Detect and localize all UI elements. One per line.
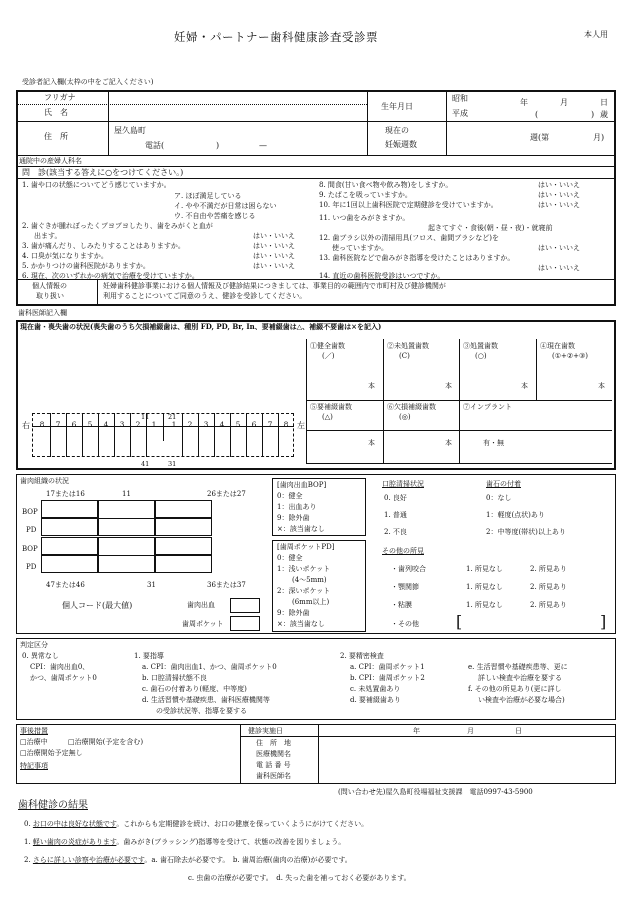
exam-day: 日 xyxy=(515,727,522,735)
q10: 10. 年に1回以上歯科医院で定期健診を受けていますか。 xyxy=(319,201,498,209)
q14: 14. 直近の歯科医院受診はいつですか。 xyxy=(319,272,445,280)
clean-0[interactable]: 0. 良好 xyxy=(384,494,407,502)
gum-cell[interactable] xyxy=(41,537,98,555)
bop-legend-line: 9：除外歯 xyxy=(277,514,310,522)
count-unit[interactable]: 本 xyxy=(521,382,528,390)
right-label: 右 xyxy=(22,421,30,430)
other-label: ・歯列咬合 xyxy=(391,565,426,573)
era-showa: 昭和 xyxy=(452,94,468,103)
tooth-number-left: 5 xyxy=(235,420,241,429)
count-unit[interactable]: 本 xyxy=(368,439,375,447)
judge-1-line[interactable]: の受診状況等、指導を要する xyxy=(156,707,247,715)
day-unit: 日 xyxy=(600,98,608,107)
facility-dentist: 歯科医師名 xyxy=(256,772,291,780)
q4-answer[interactable]: はい・いいえ xyxy=(253,252,295,260)
judge-2-line[interactable]: 2. 要精密検査 xyxy=(340,652,384,660)
contact-info: (問い合わせ先)屋久島町役場福祉支援課 電話0997-43-5900 xyxy=(338,788,533,796)
code-label: 個人コード(最大値) xyxy=(62,601,133,610)
pd-legend-line: ×：該当歯なし xyxy=(277,620,325,628)
count-label: ①健全歯数 xyxy=(310,342,345,350)
result-2-extra: c. 虫歯の治療が必要です。 d. 失った歯を補っておく必要があります。 xyxy=(188,874,411,882)
privacy-text-2: 利用することについてご同意のうえ、健診を受診してください。 xyxy=(103,292,307,300)
month-unit: 月 xyxy=(560,98,568,107)
clean-2[interactable]: 2. 不良 xyxy=(384,528,407,536)
after-frame xyxy=(16,724,616,784)
pd-legend-line: (4～5mm) xyxy=(292,576,327,584)
result-0-num: 0. xyxy=(24,820,33,828)
tooth-36: 36または37 xyxy=(207,581,246,589)
tooth-number-right: 7 xyxy=(55,420,61,429)
calc-header: 歯石の付着 xyxy=(486,480,521,488)
gum-cell[interactable] xyxy=(155,518,212,536)
phone-label: 電話( xyxy=(145,141,165,150)
count-symbol: (△) xyxy=(322,413,333,421)
tooth-number-left: 4 xyxy=(219,420,225,429)
other-none[interactable]: 1. 所見なし xyxy=(466,583,503,591)
calc-1[interactable]: 1：軽度(点状)あり xyxy=(486,511,545,519)
other-none[interactable]: 1. 所見なし xyxy=(466,601,503,609)
page-title: 妊婦・パートナー歯科健康診査受診票 xyxy=(174,30,378,44)
q5: 5. かかりつけの歯科医院がありますか。 xyxy=(22,262,150,270)
weeks-label-2: 妊娠週数 xyxy=(385,140,417,149)
judge-2-line[interactable]: b. CPI：歯周ポケット2 xyxy=(350,674,425,682)
judge-2-extra[interactable]: f. その他の所見あり(更に詳し xyxy=(468,685,562,693)
other-none[interactable]: 1. 所見なし xyxy=(466,565,503,573)
gum-cell[interactable] xyxy=(155,500,212,518)
gum-cell[interactable] xyxy=(41,500,98,518)
result-1-num: 1. xyxy=(24,838,33,846)
bop-legend-line: 0：健全 xyxy=(277,492,303,500)
count-unit[interactable]: 本 xyxy=(368,382,375,390)
count-label: ⑥欠損補綴歯数 xyxy=(387,403,436,411)
count-label: ③処置歯数 xyxy=(463,342,498,350)
phone-close: ) xyxy=(216,141,220,150)
gum-header: 歯肉組織の状況 xyxy=(20,477,69,485)
q9-answer[interactable]: はい・いいえ xyxy=(538,191,580,199)
calc-2[interactable]: 2：中等度(帯状)以上あり xyxy=(486,528,566,536)
dentist-section-label: 歯科医師記入欄 xyxy=(18,309,67,317)
q3: 3. 歯が痛んだり、しみたりすることはありますか。 xyxy=(22,242,185,250)
judge-2-extra[interactable]: 詳しい検査や治療を要する xyxy=(478,674,562,682)
tooth-number-left: 8 xyxy=(283,420,289,429)
other-label: ・顎関節 xyxy=(391,583,419,591)
q13-answer[interactable]: はい・いいえ xyxy=(538,264,580,272)
exam-month: 月 xyxy=(467,727,474,735)
q1-b[interactable]: イ. やや不満だが日常は困らない xyxy=(174,202,277,210)
tooth-11: 11 xyxy=(122,490,131,498)
judge-1-line[interactable]: b. 口腔清掃状態不良 xyxy=(142,674,207,682)
gum-cell[interactable] xyxy=(41,518,98,536)
privacy-label-2: 取り扱い xyxy=(36,292,64,300)
pd-legend-line: 1：浅いポケット xyxy=(277,565,331,573)
judge-0-line[interactable]: 0. 異常なし xyxy=(22,652,59,660)
q2-cont: 出ます。 xyxy=(34,232,62,240)
calc-0[interactable]: 0：なし xyxy=(486,494,512,502)
q13: 13. 歯科医院などで歯みがき指導を受けたことはありますか。 xyxy=(319,254,515,262)
judge-1-line[interactable]: d. 生活習慣や基礎疾患、歯科医療機関等 xyxy=(142,696,270,704)
count-unit[interactable]: 本 xyxy=(598,382,605,390)
furigana-label: フリガナ xyxy=(44,93,76,102)
gum-cell[interactable] xyxy=(41,555,98,573)
tooth-number-left: 7 xyxy=(267,420,273,429)
gum-cell[interactable] xyxy=(155,537,212,555)
other-present[interactable]: 2. 所見あり xyxy=(530,601,567,609)
bop-legend-line: [歯肉出血BOP] xyxy=(277,481,327,489)
count-symbol: (○) xyxy=(475,352,487,360)
q11-options[interactable]: 起きてすぐ・食後(朝・昼・夜)・就寝前 xyxy=(428,224,553,232)
tooth-number-right: 4 xyxy=(103,420,109,429)
tooth-number-right: 6 xyxy=(71,420,77,429)
tooth-label-41: 41 xyxy=(141,460,150,468)
results-header: 歯科健診の結果 xyxy=(18,800,88,811)
privacy-text: 妊婦歯科健診事業における個人情報及び健診結果につきましては、事業目的の範囲内で市町村及び健診機関が xyxy=(103,282,446,290)
q6: 6. 現在、次のいずれかの病気で治療を受けていますか。 xyxy=(22,272,199,280)
birth-label: 生年月日 xyxy=(381,102,413,111)
q12: 12. 歯ブラシ以外の清掃用具(フロス、歯間ブラシなど)を xyxy=(319,234,500,242)
treatment-start[interactable]: □治療開始(予定を含む) xyxy=(68,738,144,746)
count-symbol: (①+②+③) xyxy=(552,352,589,360)
judge-1-line[interactable]: 1. 要指導 xyxy=(134,652,164,660)
result-2-text: 。a. 歯石除去が必要です。 b. 歯周治療(歯肉の治療)が必要です。 xyxy=(144,856,352,864)
q10-answer[interactable]: はい・いいえ xyxy=(538,201,580,209)
q4: 4. 口臭が気になりますか。 xyxy=(22,252,108,260)
result-0-text: 。これからも定期健診を続け、お口の健康を保っていくようにがけてください。 xyxy=(116,820,369,828)
tooth-26: 26または27 xyxy=(207,490,246,498)
copy-label: 本人用 xyxy=(584,30,608,39)
clinic-field[interactable] xyxy=(110,156,610,166)
exam-date-label: 健診実施日 xyxy=(248,727,283,735)
tooth-number-left: 6 xyxy=(251,420,257,429)
judge-0-line[interactable]: かつ、歯周ポケット0 xyxy=(30,674,97,682)
gum-cell[interactable] xyxy=(98,555,155,573)
name-field[interactable] xyxy=(110,105,366,120)
bop-lower: BOP xyxy=(22,545,38,553)
count-unit[interactable]: 本 xyxy=(445,439,452,447)
bop-upper: BOP xyxy=(22,508,38,516)
judge-header: 判定区分 xyxy=(20,641,48,649)
tooth-47: 47または46 xyxy=(46,581,85,589)
teeth-header: 現在歯・喪失歯の状況(喪失歯のうち欠損補綴歯は、種別 FD, PD, Br, In、要補綴歯は△、補綴不要歯は×を記入) xyxy=(20,322,382,331)
count-label: ④現在歯数 xyxy=(540,342,575,350)
q3-answer[interactable]: はい・いいえ xyxy=(253,242,295,250)
tooth-number-right: 2 xyxy=(135,420,141,429)
count-label: ②未処置歯数 xyxy=(387,342,429,350)
bracket-open: [ xyxy=(456,612,463,631)
tooth-number-right: 1 xyxy=(151,420,157,429)
after-header: 事後措置 xyxy=(20,727,48,735)
facility-address: 住 所 地 xyxy=(256,739,291,747)
q1-a[interactable]: ア. ほぼ満足している xyxy=(174,192,242,200)
judge-2-line[interactable]: a. CPI：歯周ポケット1 xyxy=(350,663,425,671)
count-unit[interactable]: 本 xyxy=(445,382,452,390)
judge-2-extra[interactable]: い検査や治療が必要な場合) xyxy=(478,696,565,704)
address-label: 住 所 xyxy=(44,132,68,141)
q1: 1. 歯や口の状態についてどう感じていますか。 xyxy=(22,181,171,189)
pd-legend-line: 0：健全 xyxy=(277,554,303,562)
clean-1[interactable]: 1. 普通 xyxy=(384,511,407,519)
pd-lower: PD xyxy=(26,563,37,571)
clean-header: 口腔清掃状況 xyxy=(382,480,424,488)
questionnaire-header: 問 診(該当する答えに○をつけてください。) xyxy=(22,168,184,177)
privacy-label: 個人情報の xyxy=(32,282,67,290)
q12-cont: 使っていますか。 xyxy=(332,244,388,252)
other-misc-field[interactable] xyxy=(466,616,596,630)
q1-c[interactable]: ウ. 不自由や苦痛を感じる xyxy=(174,212,256,220)
treatment-ongoing[interactable]: □治療中 xyxy=(20,738,48,746)
tooth-number-left: 1 xyxy=(171,420,177,429)
tooth-label-21: 21 xyxy=(168,413,177,421)
judge-2-line[interactable]: d. 要補綴歯あり xyxy=(350,696,401,704)
result-2-num: 2. xyxy=(24,856,33,864)
bop-legend-line: 1：出血あり xyxy=(277,503,317,511)
tooth-number-right: 5 xyxy=(87,420,93,429)
tooth-number-right: 8 xyxy=(39,420,45,429)
count-symbol: (／) xyxy=(322,352,335,360)
examinee-section-label: 受診者記入欄(太枠の中をご記入ください) xyxy=(22,78,154,86)
age-close: ) xyxy=(591,110,595,119)
pocket-label: 歯周ポケット xyxy=(182,620,224,628)
left-label: 左 xyxy=(297,421,305,430)
treatment-none[interactable]: □治療開始予定無し xyxy=(20,749,83,757)
q11: 11. いつ歯をみがきますか。 xyxy=(319,214,410,222)
bracket-close: ] xyxy=(600,612,607,631)
judge-0-line[interactable]: CPI：歯肉出血0、 xyxy=(30,663,90,671)
judge-2-extra[interactable]: e. 生活習慣や基礎疾患等、更に xyxy=(468,663,568,671)
year-unit: 年 xyxy=(520,98,528,107)
result-2-key: さらに詳しい診察や治療が必要です xyxy=(32,856,145,864)
weeks-label: 現在の xyxy=(385,126,409,135)
pd-legend-line: 9：除外歯 xyxy=(277,609,310,617)
clinic-label: 通院中の産婦人科名 xyxy=(19,157,82,165)
judge-1-line[interactable]: a. CPI：歯肉出血1、かつ、歯周ポケット0 xyxy=(142,663,277,671)
era-heisei: 平成 xyxy=(452,109,468,118)
q2: 2. 歯ぐきが腫れぼったくブヨブヨしたり、歯をみがくと血が xyxy=(22,222,213,230)
other-header: その他の所見 xyxy=(382,547,424,555)
bleed-code-field[interactable] xyxy=(230,598,260,613)
judge-1-line[interactable]: c. 歯石の付着あり(軽度、中等度) xyxy=(142,685,247,693)
count-unit[interactable]: 有・無 xyxy=(483,439,504,447)
other-misc: ・その他 xyxy=(391,620,419,628)
town-name: 屋久島町 xyxy=(114,126,146,135)
tooth-label-31: 31 xyxy=(168,460,177,468)
q8: 8. 間食(甘い食べ物や飲み物)をしますか。 xyxy=(319,181,453,189)
count-label: ⑦インプラント xyxy=(463,403,512,411)
other-present[interactable]: 2. 所見あり xyxy=(530,565,567,573)
q8-answer[interactable]: はい・いいえ xyxy=(538,181,580,189)
other-label: ・粘膜 xyxy=(391,601,412,609)
name-label: 氏 名 xyxy=(44,108,68,117)
count-symbol: (◎) xyxy=(399,413,411,421)
pocket-code-field[interactable] xyxy=(230,616,260,631)
gum-cell[interactable] xyxy=(155,555,212,573)
facility-name: 医療機関名 xyxy=(256,750,291,758)
gum-cell[interactable] xyxy=(98,518,155,536)
tooth-number-right: 3 xyxy=(119,420,125,429)
bop-legend-line: ×：該当歯なし xyxy=(277,525,325,533)
furigana-field[interactable] xyxy=(110,92,366,104)
age-unit: 歳 xyxy=(600,110,608,119)
tooth-number-left: 2 xyxy=(187,420,193,429)
tooth-number-left: 3 xyxy=(203,420,209,429)
notes-label: 特記事項 xyxy=(20,762,48,770)
pd-upper: PD xyxy=(26,526,37,534)
count-symbol: (C) xyxy=(399,352,410,360)
pd-legend-line: [歯周ポケットPD] xyxy=(277,543,335,551)
pd-legend-line: (6mm以上) xyxy=(292,598,330,606)
phone-dash: — xyxy=(259,141,267,150)
tooth-31: 31 xyxy=(147,581,156,589)
pd-legend-line: 2：深いポケット xyxy=(277,587,331,595)
result-1-key: 軽い歯肉の炎症があります xyxy=(32,838,117,846)
exam-year: 年 xyxy=(413,727,420,735)
judge-2-line[interactable]: c. 未処置歯あり xyxy=(350,685,401,693)
tooth-label-11: 11 xyxy=(141,413,150,421)
tooth-17: 17または16 xyxy=(46,490,85,498)
address-field[interactable] xyxy=(110,122,366,154)
weeks-month: 月) xyxy=(593,133,605,142)
q5-answer[interactable]: はい・いいえ xyxy=(253,262,295,270)
result-0-key: お口の中は良好な状態です xyxy=(32,820,117,828)
q12-answer[interactable]: はい・いいえ xyxy=(538,244,580,252)
q2-answer[interactable]: はい・いいえ xyxy=(253,232,295,240)
other-present[interactable]: 2. 所見あり xyxy=(530,583,567,591)
count-label: ⑤要補綴歯数 xyxy=(310,403,352,411)
q9: 9. たばこを吸っていますか。 xyxy=(319,191,412,199)
weeks-value: 週(第 xyxy=(530,133,550,142)
facility-phone: 電 話 番 号 xyxy=(256,761,291,769)
bleed-label: 歯肉出血 xyxy=(187,601,215,609)
age-open: ( xyxy=(535,110,539,119)
result-1-text: 。歯みがき(ブラッシング)指導等を受けて、状態の改善を図りましょう。 xyxy=(116,838,346,846)
